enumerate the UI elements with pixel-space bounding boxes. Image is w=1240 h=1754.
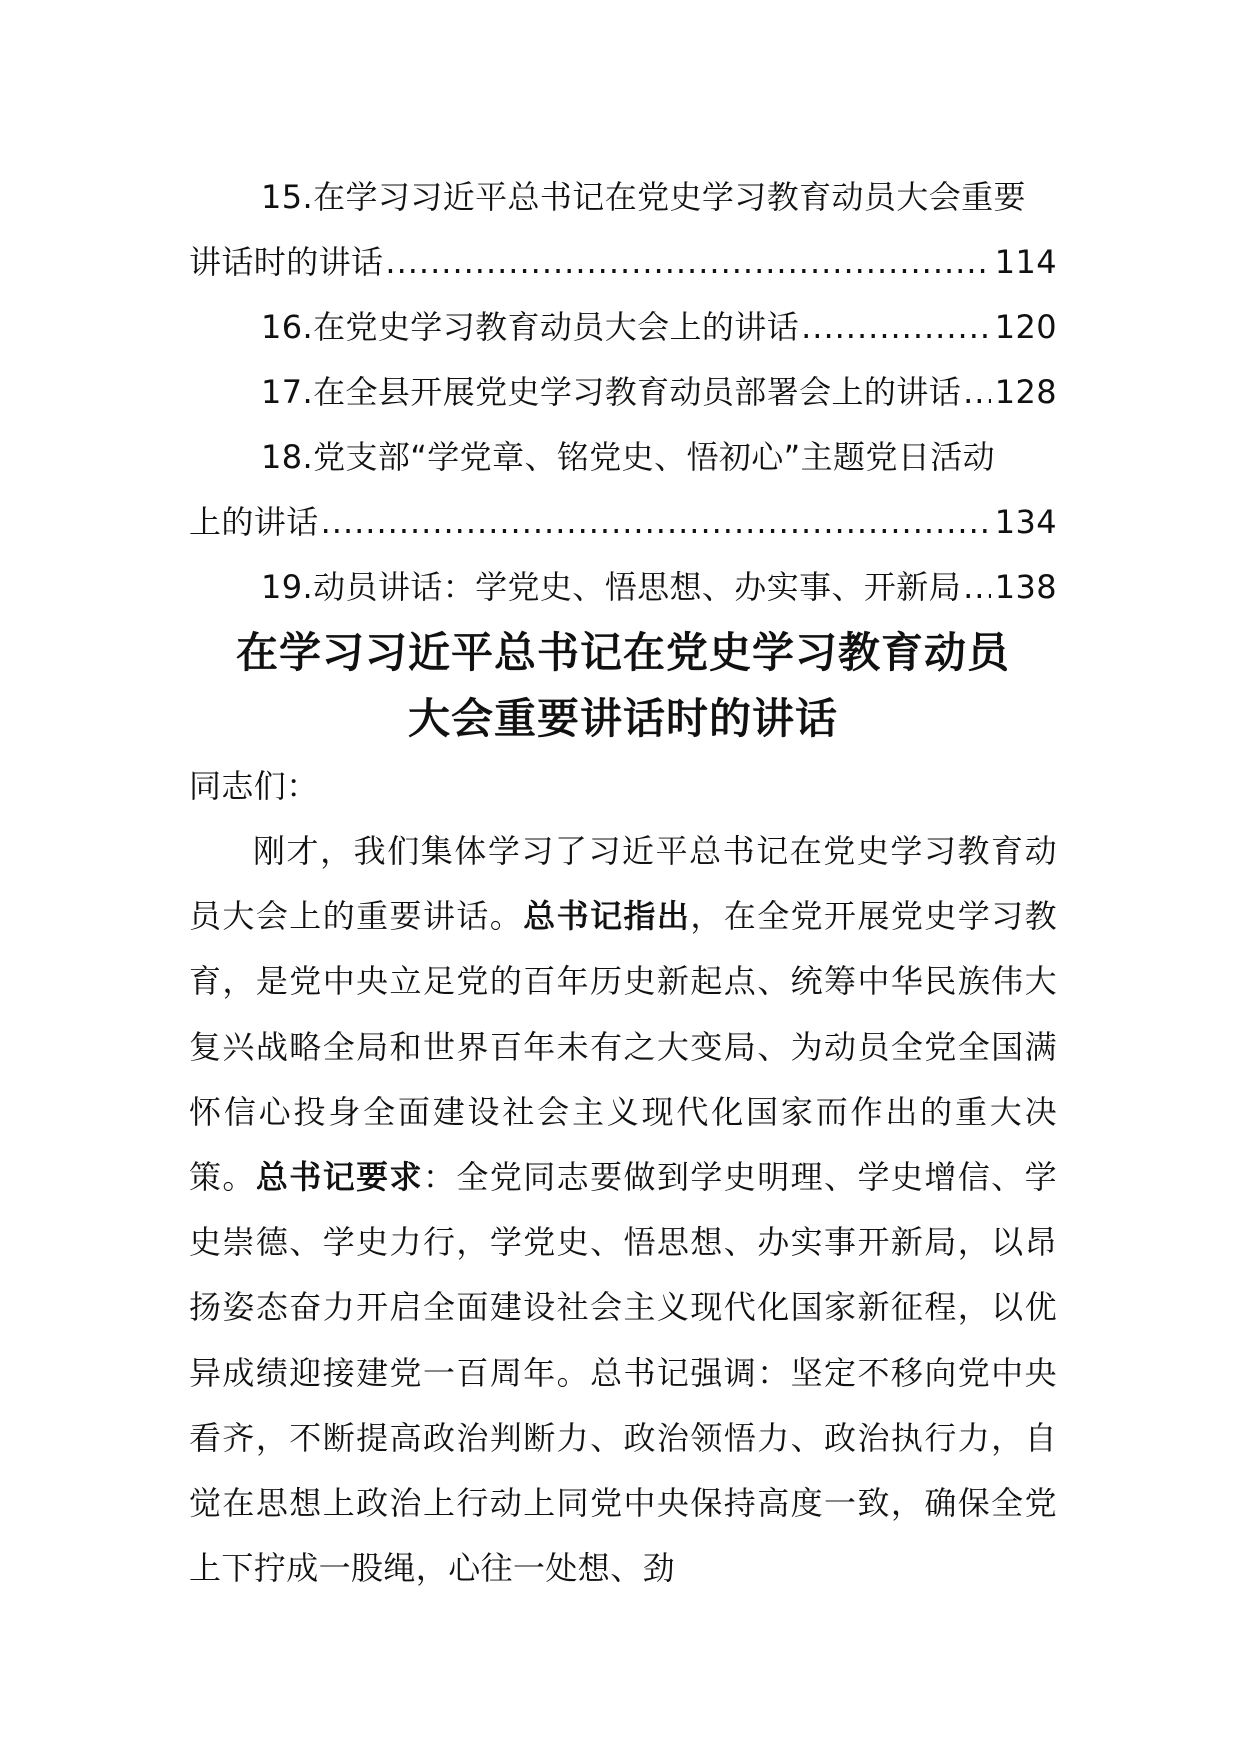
toc-page-number: 134 (994, 503, 1057, 541)
toc-title: 在全县开展党史学习教育动员部署会上的讲话 (313, 373, 962, 411)
toc-line (189, 295, 1057, 360)
toc-page-number: 128 (994, 373, 1057, 411)
toc-title: 在党史学习教育动员大会上的讲话 (313, 308, 800, 346)
toc-entry-text (189, 425, 1057, 490)
paragraph-text: ，在全党开展党史学习教育，是党中央立足党的百年历史新起点、统筹中华民族伟大复兴战略全局和世界百年未有之大变局、为动员全党全国满怀信心投身全面建设社会主义现代化国家而作出的重大决策。 (189, 897, 1057, 1197)
toc-title-continued: 讲话时的讲话 (189, 243, 384, 281)
dot-leader (963, 360, 991, 425)
toc-entry-16[interactable] (189, 295, 1057, 360)
toc-number: 18. (261, 438, 314, 476)
toc-line (189, 555, 1057, 620)
toc-entry-18[interactable] (189, 425, 1057, 555)
toc-line (189, 490, 1057, 555)
toc-line (189, 360, 1057, 425)
toc-page-number: 138 (994, 568, 1057, 606)
dot-leader (385, 230, 990, 295)
toc-number: 17. (261, 373, 314, 411)
paragraph-text: ：全党同志要做到学史明理、学史增信、学史崇德、学史力行，学党史、悟思想、办实事开新局，以昂扬姿态奋力开启全面建设社会主义现代化国家新征程，以优异成绩迎接建党一百周年。总书记强调：坚定不移向党中央看齐，不断提高政治判断力、政治领悟力、政治执行力，自觉在思想上政治上行动上同党中央保持高度一致，确保全党上下拧成一股绳，心往一处想、劲 (189, 1158, 1057, 1588)
document-page (189, 165, 1057, 1601)
toc-entry-text (189, 165, 1057, 230)
toc-title: 在学习习近平总书记在党史学习教育动员大会重要 (313, 178, 1026, 216)
toc-line (189, 230, 1057, 295)
toc-page-number: 114 (994, 243, 1057, 281)
dot-leader (801, 295, 991, 360)
toc-page-number: 120 (994, 308, 1057, 346)
toc-title: 党支部“学党章、铭党史、悟初心”主题党日活动 (313, 438, 996, 476)
document-title (189, 620, 1057, 752)
dot-leader (963, 555, 991, 620)
body-paragraph (189, 819, 1057, 1601)
dot-leader (321, 490, 991, 555)
table-of-contents (189, 165, 1057, 620)
document-title-line-1: 在学习习近平总书记在党史学习教育动员 (235, 628, 1010, 677)
toc-title: 动员讲话：学党史、悟思想、办实事、开新局 (313, 568, 962, 606)
salutation: 同志们： (189, 767, 319, 805)
toc-number: 19. (261, 568, 314, 606)
toc-number: 16. (261, 308, 314, 346)
paragraph-text: 刚才，我们集体学习了习近平总书记在党史学习教育动员大会上的重要讲话。 (189, 832, 1057, 936)
toc-entry-19[interactable] (189, 555, 1057, 620)
toc-entry-17[interactable] (189, 360, 1057, 425)
bold-phrase: 总书记指出 (523, 897, 691, 936)
toc-title-continued: 上的讲话 (189, 503, 319, 541)
toc-number: 15. (261, 178, 314, 216)
document-title-line-2: 大会重要讲话时的讲话 (407, 694, 838, 743)
toc-entry-15[interactable] (189, 165, 1057, 295)
bold-phrase: 总书记要求 (255, 1158, 423, 1197)
